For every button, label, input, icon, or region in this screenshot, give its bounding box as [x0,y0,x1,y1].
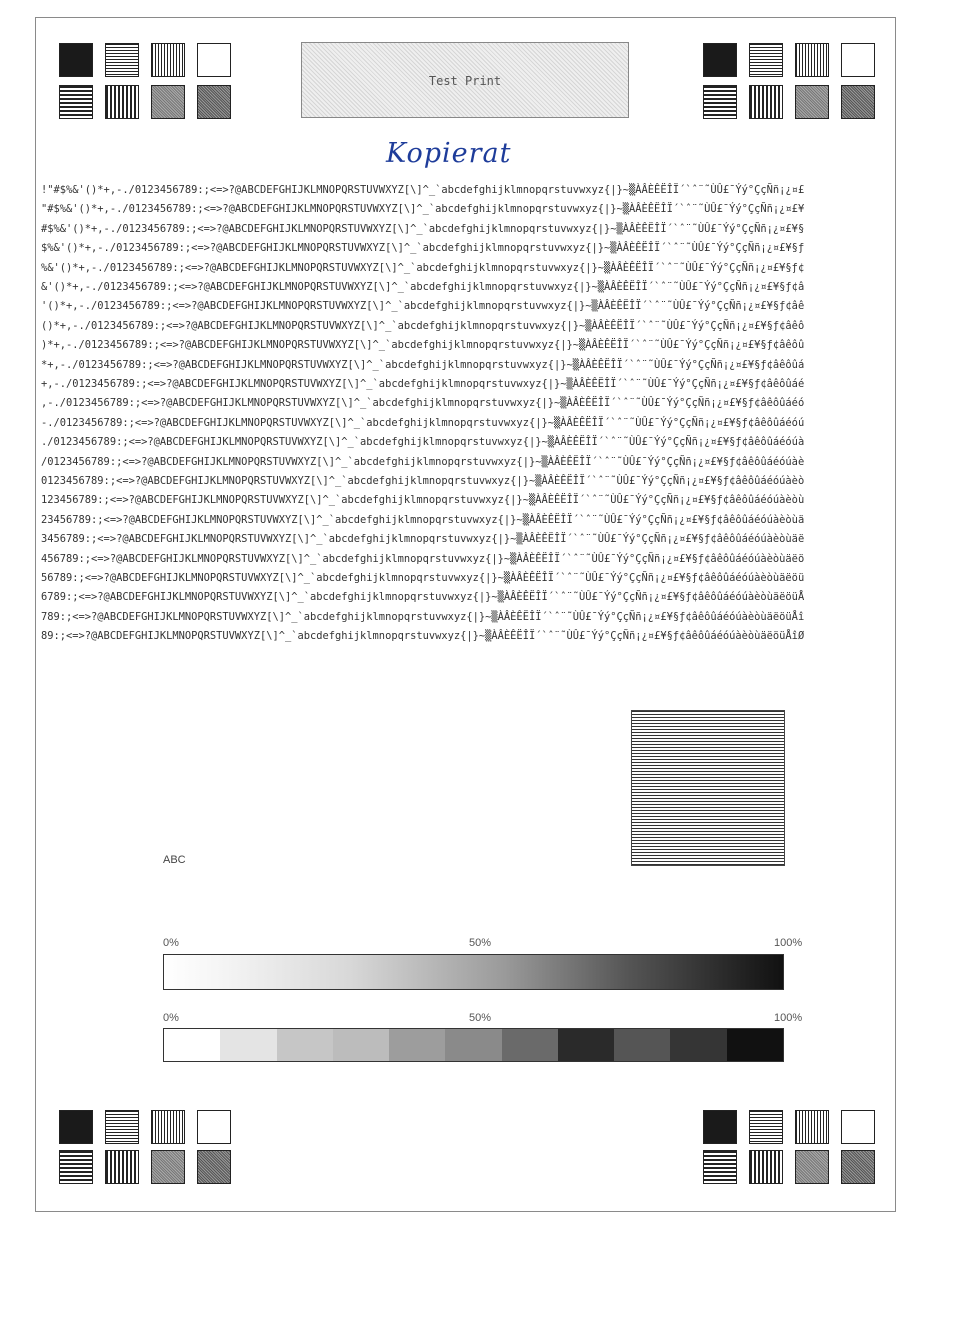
step-label-100: 100% [774,1012,803,1024]
step-segment [727,1029,783,1061]
character-line: "#$%&'()*+,-./0123456789:;<=>?@ABCDEFGHIJKLMNOPQRSTUVWXYZ[\]^_`abcdefghijklmnopqrstuvwxyz{|}~▒ÀÂÈÊËÎÏ´`ˆ¨˜ÙÛ£¯Ýý°ÇçÑñ¡¿¤£¥ [41,203,805,216]
horizontal-lines-icon [105,1110,139,1144]
step-label-0: 0% [163,1012,179,1024]
gradient-label-100: 100% [774,937,803,949]
step-segment [389,1029,445,1061]
abc-label: ABC [163,854,186,866]
step-segment [164,1029,220,1061]
step-segment [502,1029,558,1061]
horizontal-lines-icon [749,1110,783,1144]
character-line: $%&'()*+,-./0123456789:;<=>?@ABCDEFGHIJKLMNOPQRSTUVWXYZ[\]^_`abcdefghijklmnopqrstuvwxyz{|}~▒ÀÂÈÊËÎÏ´`ˆ¨˜ÙÛ£¯Ýý°ÇçÑñ¡¿¤£¥§ƒ [41,242,805,255]
dense-horizontal-lines-icon [703,1150,737,1184]
gray-square-icon [795,1150,829,1184]
gradient-label-50: 50% [469,937,492,949]
character-line: &'()*+,-./0123456789:;<=>?@ABCDEFGHIJKLMNOPQRSTUVWXYZ[\]^_`abcdefghijklmnopqrstuvwxyz{|}~▒ÀÂÈÊËÎÏ´`ˆ¨˜ÙÛ£¯Ýý°ÇçÑñ¡¿¤£¥§ƒ¢â [41,281,805,293]
character-line: 789:;<=>?@ABCDEFGHIJKLMNOPQRSTUVWXYZ[\]^_`abcdefghijklmnopqrstuvwxyz{|}~▒ÀÂÈÊËÎÏ´`ˆ¨˜ÙÛ£¯Ýý°ÇçÑñ¡¿¤£¥§ƒ¢âêôûáéóúàèòùäëöüÅî [41,610,805,623]
character-line: 56789:;<=>?@ABCDEFGHIJKLMNOPQRSTUVWXYZ[\]^_`abcdefghijklmnopqrstuvwxyz{|}~▒ÀÂÈÊËÎÏ´`ˆ¨˜ÙÛ£¯Ýý°ÇçÑñ¡¿¤£¥§ƒ¢âêôûáéóúàèòùäëöü [41,572,805,584]
gradient-bar [163,954,784,990]
character-line: %&'()*+,-./0123456789:;<=>?@ABCDEFGHIJKLMNOPQRSTUVWXYZ[\]^_`abcdefghijklmnopqrstuvwxyz{|}~▒ÀÂÈÊËÎÏ´`ˆ¨˜ÙÛ£¯Ýý°ÇçÑñ¡¿¤£¥§ƒ¢ [41,261,805,274]
character-line: 6789:;<=>?@ABCDEFGHIJKLMNOPQRSTUVWXYZ[\]^_`abcdefghijklmnopqrstuvwxyz{|}~▒ÀÂÈÊËÎÏ´`ˆ¨˜ÙÛ£¯Ýý°ÇçÑñ¡¿¤£¥§ƒ¢âêôûáéóúàèòùäëöüÅ [41,591,805,604]
character-line: 89:;<=>?@ABCDEFGHIJKLMNOPQRSTUVWXYZ[\]^_`abcdefghijklmnopqrstuvwxyz{|}~▒ÀÂÈÊËÎÏ´`ˆ¨˜ÙÛ£¯Ýý°ÇçÑñ¡¿¤£¥§ƒ¢âêôûáéóúàèòùäëöüÅîØ [41,630,805,643]
character-line: 23456789:;<=>?@ABCDEFGHIJKLMNOPQRSTUVWXYZ[\]^_`abcdefghijklmnopqrstuvwxyz{|}~▒ÀÂÈÊËÎÏ´`ˆ¨˜ÙÛ£¯Ýý°ÇçÑñ¡¿¤£¥§ƒ¢âêôûáéóúàèòùä [41,513,805,526]
character-line: /0123456789:;<=>?@ABCDEFGHIJKLMNOPQRSTUVWXYZ[\]^_`abcdefghijklmnopqrstuvwxyz{|}~▒ÀÂÈÊËÎÏ´`ˆ¨˜ÙÛ£¯Ýý°ÇçÑñ¡¿¤£¥§ƒ¢âêôûáéóúàè [41,455,805,468]
dark-gray-square-icon [841,1150,875,1184]
dense-horizontal-lines-icon [59,1150,93,1184]
step-segment [445,1029,501,1061]
dense-vertical-lines-icon [105,1150,139,1184]
character-line: 456789:;<=>?@ABCDEFGHIJKLMNOPQRSTUVWXYZ[\]^_`abcdefghijklmnopqrstuvwxyz{|}~▒ÀÂÈÊËÎÏ´`ˆ¨˜ÙÛ£¯Ýý°ÇçÑñ¡¿¤£¥§ƒ¢âêôûáéóúàèòùäëö [41,552,805,565]
character-line: 123456789:;<=>?@ABCDEFGHIJKLMNOPQRSTUVWXYZ[\]^_`abcdefghijklmnopqrstuvwxyz{|}~▒ÀÂÈÊËÎÏ´`ˆ¨˜ÙÛ£¯Ýý°ÇçÑñ¡¿¤£¥§ƒ¢âêôûáéóúàèòù [41,494,805,507]
character-line: )*+,-./0123456789:;<=>?@ABCDEFGHIJKLMNOPQRSTUVWXYZ[\]^_`abcdefghijklmnopqrstuvwxyz{|}~▒ÀÂÈÊËÎÏ´`ˆ¨˜ÙÛ£¯Ýý°ÇçÑñ¡¿¤£¥§ƒ¢âêôû [41,339,805,352]
step-segment [614,1029,670,1061]
character-line: #$%&'()*+,-./0123456789:;<=>?@ABCDEFGHIJKLMNOPQRSTUVWXYZ[\]^_`abcdefghijklmnopqrstuvwxyz{|}~▒ÀÂÈÊËÎÏ´`ˆ¨˜ÙÛ£¯Ýý°ÇçÑñ¡¿¤£¥§ [41,222,805,235]
white-square-icon [841,1110,875,1144]
character-line: ./0123456789:;<=>?@ABCDEFGHIJKLMNOPQRSTUVWXYZ[\]^_`abcdefghijklmnopqrstuvwxyz{|}~▒ÀÂÈÊËÎÏ´`ˆ¨˜ÙÛ£¯Ýý°ÇçÑñ¡¿¤£¥§ƒ¢âêôûáéóúà [41,436,805,449]
black-square-icon [59,1110,93,1144]
character-line: 3456789:;<=>?@ABCDEFGHIJKLMNOPQRSTUVWXYZ[\]^_`abcdefghijklmnopqrstuvwxyz{|}~▒ÀÂÈÊËÎÏ´`ˆ¨˜ÙÛ£¯Ýý°ÇçÑñ¡¿¤£¥§ƒ¢âêôûáéóúàèòùäë [41,533,805,546]
character-line: 0123456789:;<=>?@ABCDEFGHIJKLMNOPQRSTUVWXYZ[\]^_`abcdefghijklmnopqrstuvwxyz{|}~▒ÀÂÈÊËÎÏ´`ˆ¨˜ÙÛ£¯Ýý°ÇçÑñ¡¿¤£¥§ƒ¢âêôûáéóúàèò [41,475,805,487]
gradient-label-0: 0% [163,937,179,949]
handwritten-note: Kopierat [386,138,512,169]
vertical-lines-icon [795,1110,829,1144]
step-segment [277,1029,333,1061]
character-line: -./0123456789:;<=>?@ABCDEFGHIJKLMNOPQRSTUVWXYZ[\]^_`abcdefghijklmnopqrstuvwxyz{|}~▒ÀÂÈÊËÎÏ´`ˆ¨˜ÙÛ£¯Ýý°ÇçÑñ¡¿¤£¥§ƒ¢âêôûáéóú [41,416,805,429]
dense-vertical-lines-icon [749,1150,783,1184]
step-segment [220,1029,276,1061]
line-pattern-box [631,710,785,866]
character-line: !"#$%&'()*+,-./0123456789:;<=>?@ABCDEFGHIJKLMNOPQRSTUVWXYZ[\]^_`abcdefghijklmnopqrstuvwxyz{|}~▒ÀÂÈÊËÎÏ´`ˆ¨˜ÙÛ£¯Ýý°ÇçÑñ¡¿¤£ [41,184,805,196]
gray-square-icon [151,1150,185,1184]
step-segment [670,1029,726,1061]
step-label-50: 50% [469,1012,492,1024]
character-line: *+,-./0123456789:;<=>?@ABCDEFGHIJKLMNOPQRSTUVWXYZ[\]^_`abcdefghijklmnopqrstuvwxyz{|}~▒ÀÂÈÊËÎÏ´`ˆ¨˜ÙÛ£¯Ýý°ÇçÑñ¡¿¤£¥§ƒ¢âêôûá [41,358,805,371]
step-segment [558,1029,614,1061]
character-line: ()*+,-./0123456789:;<=>?@ABCDEFGHIJKLMNOPQRSTUVWXYZ[\]^_`abcdefghijklmnopqrstuvwxyz{|}~▒ÀÂÈÊËÎÏ´`ˆ¨˜ÙÛ£¯Ýý°ÇçÑñ¡¿¤£¥§ƒ¢âêô [41,319,805,332]
vertical-lines-icon [151,1110,185,1144]
black-square-icon [703,1110,737,1144]
step-bar [163,1028,784,1062]
character-line: '()*+,-./0123456789:;<=>?@ABCDEFGHIJKLMNOPQRSTUVWXYZ[\]^_`abcdefghijklmnopqrstuvwxyz{|}~▒ÀÂÈÊËÎÏ´`ˆ¨˜ÙÛ£¯Ýý°ÇçÑñ¡¿¤£¥§ƒ¢âê [41,300,805,313]
character-line: +,-./0123456789:;<=>?@ABCDEFGHIJKLMNOPQRSTUVWXYZ[\]^_`abcdefghijklmnopqrstuvwxyz{|}~▒ÀÂÈÊËÎÏ´`ˆ¨˜ÙÛ£¯Ýý°ÇçÑñ¡¿¤£¥§ƒ¢âêôûáé [41,378,805,390]
step-segment [333,1029,389,1061]
page-title: Test Print [428,74,502,88]
dark-gray-square-icon [197,1150,231,1184]
character-line: ,-./0123456789:;<=>?@ABCDEFGHIJKLMNOPQRSTUVWXYZ[\]^_`abcdefghijklmnopqrstuvwxyz{|}~▒ÀÂÈÊËÎÏ´`ˆ¨˜ÙÛ£¯Ýý°ÇçÑñ¡¿¤£¥§ƒ¢âêôûáéó [41,397,805,410]
white-square-icon [197,1110,231,1144]
